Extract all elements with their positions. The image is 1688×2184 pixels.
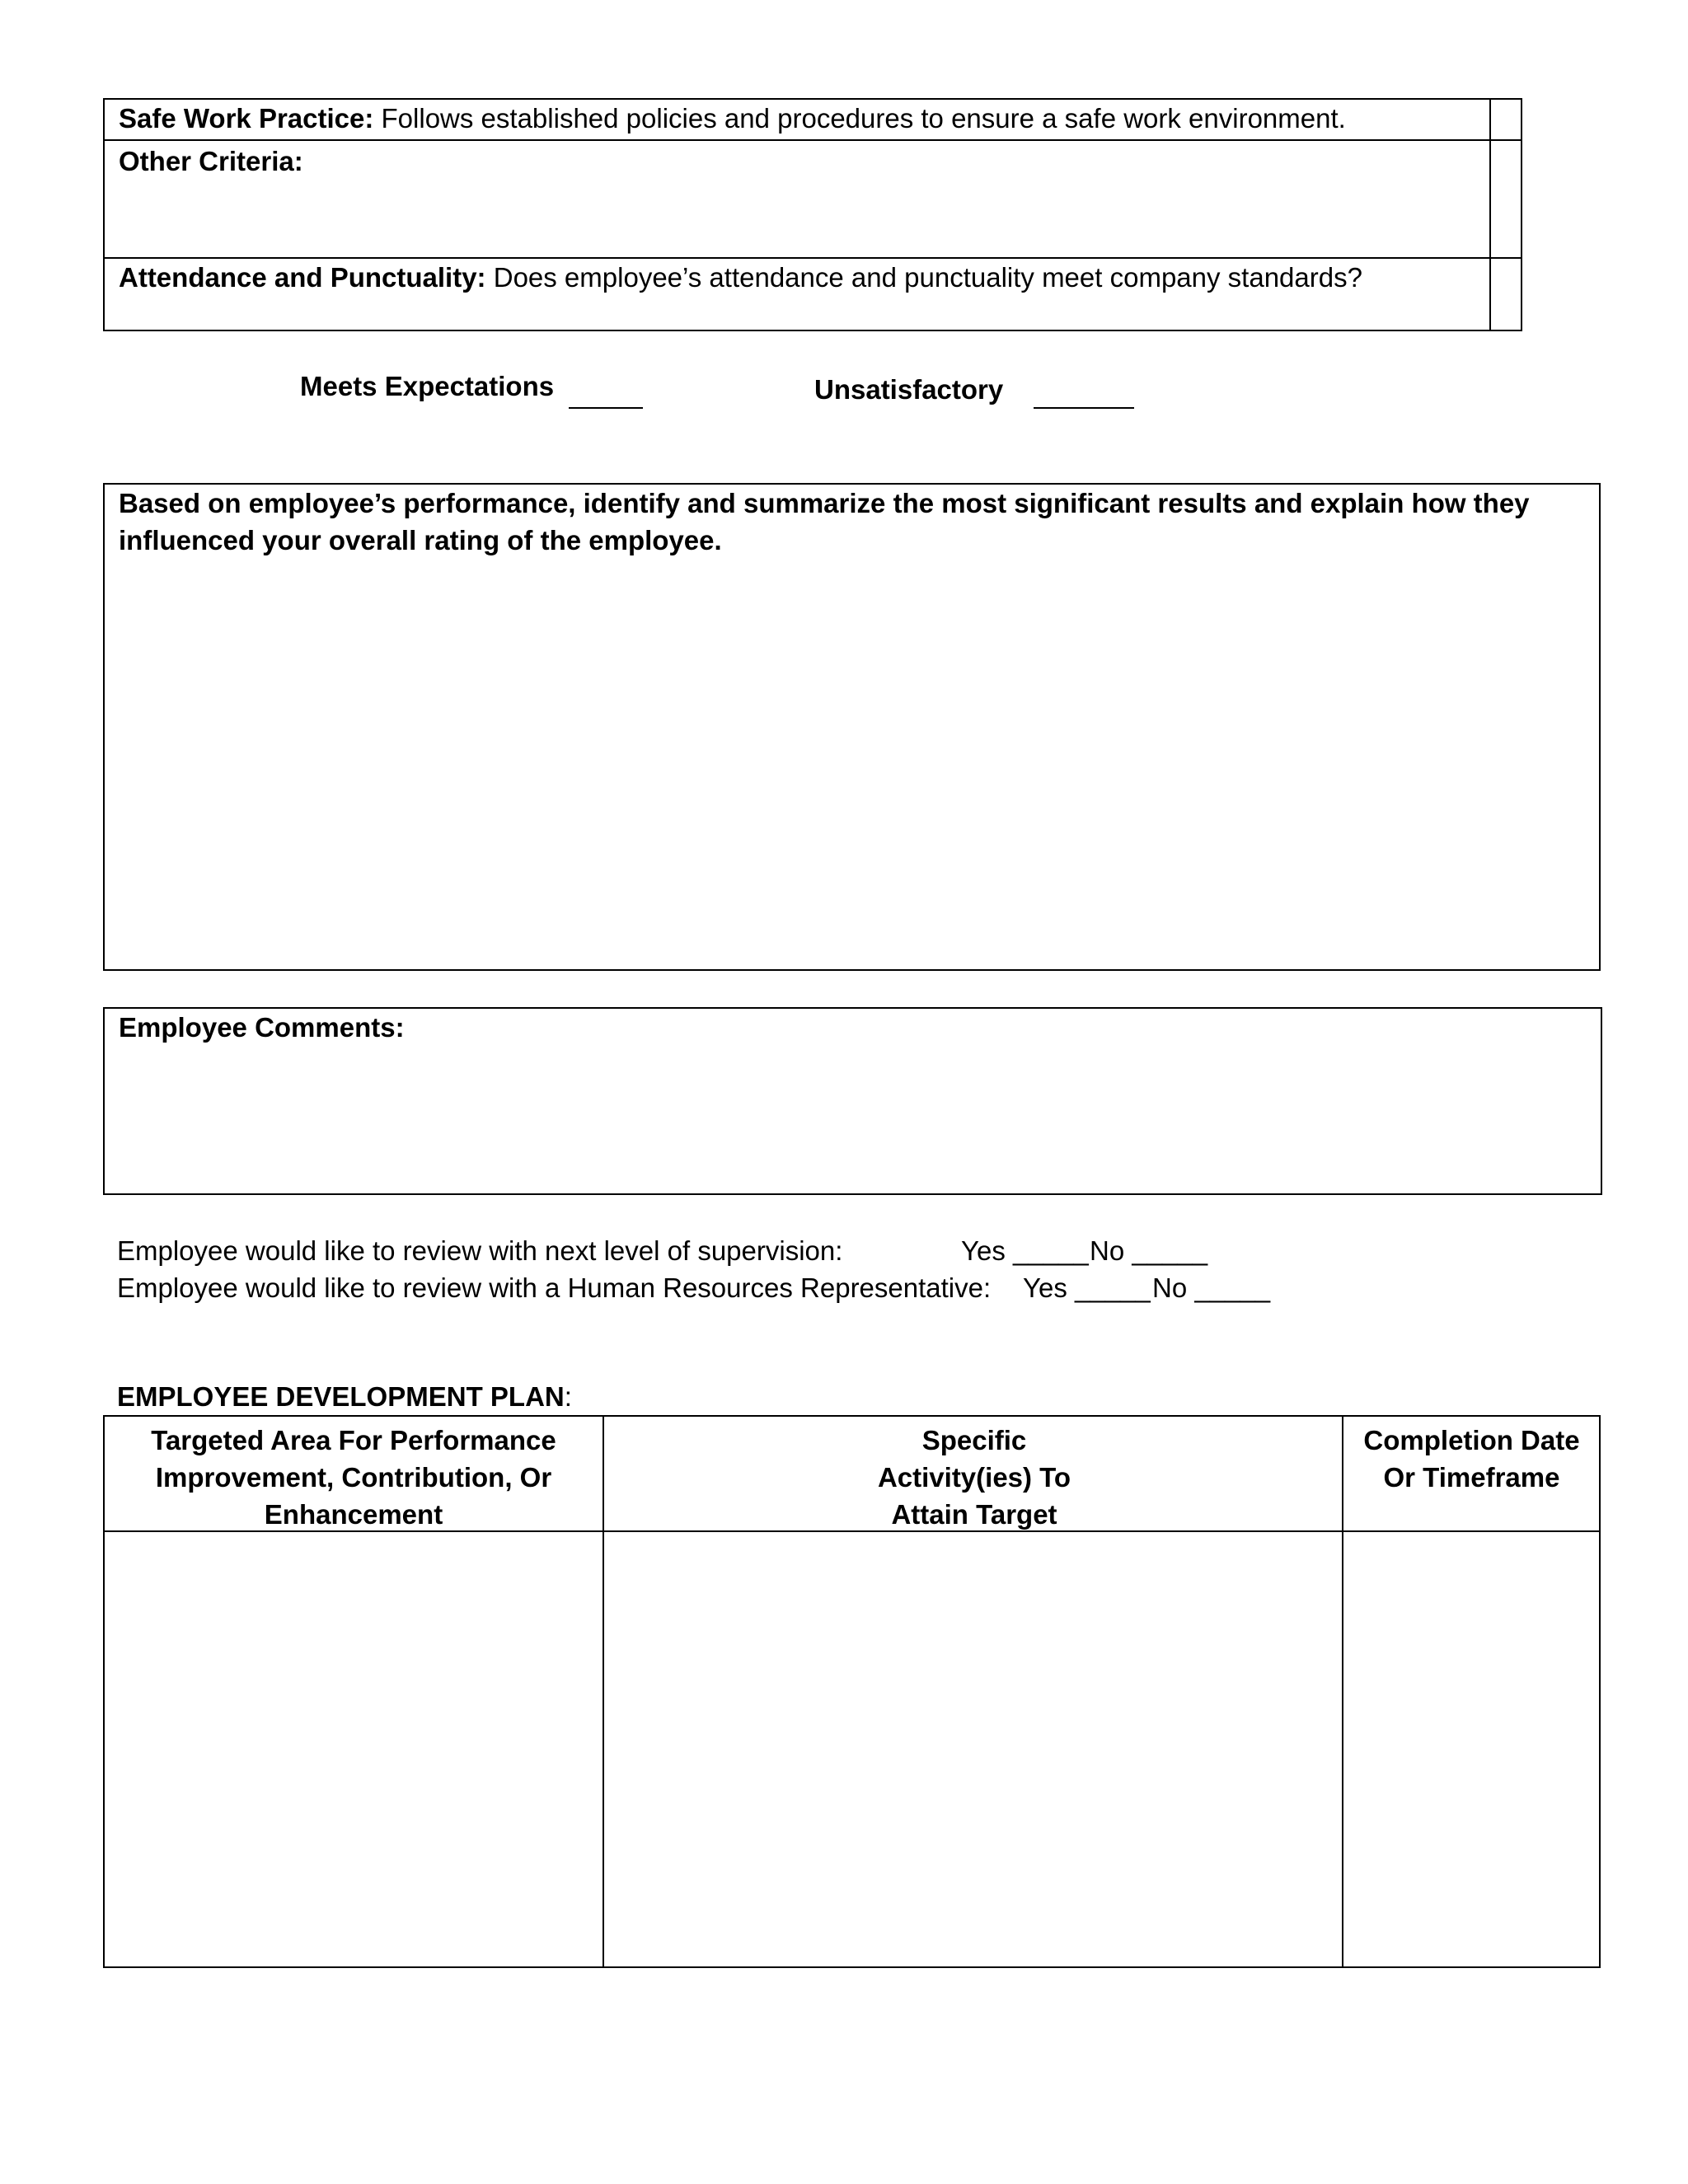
- attendance-row: [105, 257, 1521, 293]
- unsatisfactory-blank[interactable]: [1034, 407, 1134, 409]
- plan-header-specific-activities: Specific Activity(ies) To Attain Target: [877, 1425, 1071, 1530]
- plan-cell-completion-date[interactable]: [1343, 1532, 1599, 1968]
- unsatisfactory-label: Unsatisfactory: [814, 374, 1004, 405]
- safe-work-label: Safe Work Practice:: [119, 103, 374, 134]
- criteria-table: [103, 98, 1522, 331]
- development-plan-title: [117, 1378, 572, 1415]
- other-criteria-row[interactable]: [105, 139, 1521, 259]
- plan-header-completion-date: Completion Date Or Timeframe: [1363, 1425, 1580, 1493]
- safe-work-text: Follows established policies and procedures to ensure a safe work environment.: [373, 103, 1346, 134]
- plan-cell-specific-activities[interactable]: [604, 1532, 1342, 1968]
- summary-prompt: Based on employee’s performance, identify and summarize the most significant results and explain how they influenced your overall rating of the employee.: [119, 488, 1530, 555]
- review-supervision-text: Employee would like to review with next level of supervision:: [117, 1235, 843, 1266]
- plan-cell-targeted-area[interactable]: [105, 1532, 603, 1968]
- review-supervision-yes[interactable]: Yes _____: [961, 1235, 1089, 1266]
- employee-comments-box[interactable]: [103, 1007, 1602, 1195]
- attendance-text: Does employee’s attendance and punctuality meet company standards?: [485, 262, 1362, 293]
- other-criteria-label: Other Criteria:: [119, 146, 303, 176]
- review-hr-text: Employee would like to review with a Human Resources Representative:: [117, 1272, 992, 1303]
- meets-expectations-blank[interactable]: [569, 407, 643, 409]
- development-plan-title-text: EMPLOYEE DEVELOPMENT PLAN: [117, 1381, 565, 1412]
- development-plan-title-suffix: :: [564, 1381, 572, 1412]
- review-supervision-no[interactable]: No _____: [1090, 1235, 1208, 1266]
- safe-work-row: [119, 100, 1346, 137]
- review-hr-yes[interactable]: Yes _____: [1023, 1272, 1151, 1303]
- meets-expectations-label: Meets Expectations: [300, 371, 555, 401]
- development-plan-table: [103, 1415, 1601, 1968]
- summary-box[interactable]: [103, 483, 1601, 971]
- review-hr-no[interactable]: No _____: [1152, 1272, 1271, 1303]
- attendance-label: Attendance and Punctuality:: [119, 262, 486, 293]
- employee-comments-label: Employee Comments:: [119, 1012, 405, 1043]
- plan-header-targeted-area: Targeted Area For Performance Improvement, Contribution, Or Enhancement: [151, 1425, 556, 1530]
